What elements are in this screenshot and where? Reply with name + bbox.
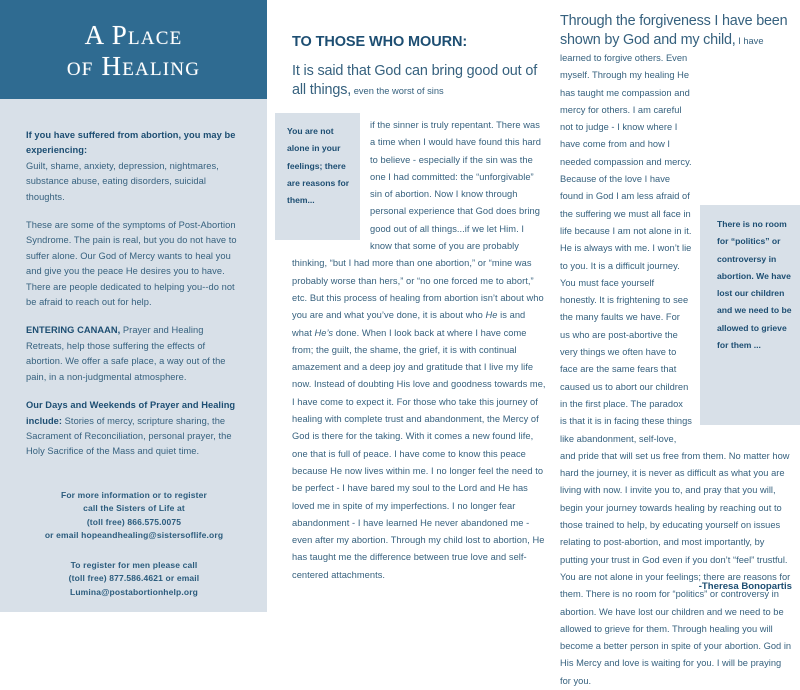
column2-body-part2: more than one abortion,” or “mine was probably worse than hers,” or “no one forced me to abort,” etc. But this process of healing from abortion isn’t about who you are and what you’ve done, it is about who: [292, 258, 544, 321]
column3-body-text: [560, 50, 792, 690]
column3-lead-in: [560, 12, 792, 50]
contact-women-block: [18, 489, 250, 542]
contact-women-line-1: For more information or to register: [61, 490, 207, 500]
column2-heading: TO THOSE WHO MOURN:: [292, 34, 468, 50]
left-sidebar-panel: [0, 0, 267, 612]
sidebar-heading: If you have suffered from abortion, you may be experiencing:: [26, 130, 236, 156]
pull-quote-left-text: You are not alone in your feelings; there are reasons for them...: [287, 126, 350, 206]
page-title: [0, 20, 267, 82]
days-weekends-text: Stories of mercy, scripture sharing, the Sacrament of Reconciliation, personal prayer, the Holy Sacrifice of the Mass and quiet time.: [26, 415, 232, 457]
page-title-line1: A Place: [84, 20, 183, 50]
sidebar-body-text: [26, 128, 240, 473]
column2-quote-wrap-spacer: [292, 117, 370, 241]
sidebar-symptoms-list: Guilt, shame, anxiety, depression, nightmares, substance abuse, eating disorders, suicidal thoughts.: [26, 160, 219, 202]
sidebar-symptoms-paragraph: [26, 128, 240, 205]
sidebar-paragraph-2: These are some of the symptoms of Post-Abortion Syndrome. The pain is real, but you do not have to suffer alone. Our God of Mercy wants to heal you and give you the peace He desires you to have. There are people dedicated to helping you--do not be afraid to reach out for help.: [26, 220, 237, 308]
entering-canaan-label: ENTERING CANAAN,: [26, 325, 121, 336]
column3-lead-small: I have: [735, 35, 764, 46]
sidebar-days-weekends-paragraph: [26, 398, 240, 460]
column3-quote-wrap-spacer: [692, 205, 792, 437]
contact-men-email: Lumina@postabortionhelp.org: [69, 586, 199, 597]
column2-body-italic1: He: [485, 310, 498, 321]
contact-women-email: or email hopeandhealing@sistersoflife.org: [44, 529, 224, 540]
column2-body-italic2: He’s: [314, 327, 334, 338]
column2-lead-in: [292, 62, 554, 100]
column2-body-text: [292, 117, 547, 584]
contact-women-line-2: call the Sisters of Life at: [83, 503, 185, 514]
contact-men-line-1: To register for men please call: [70, 560, 198, 571]
contact-men-phone: (toll free) 877.586.4621 or email: [68, 573, 200, 584]
page-title-line2: of Healing: [66, 51, 201, 81]
contact-women-phone: (toll free) 866.575.0075: [86, 516, 182, 527]
column3-body-copy: learned to forgive others. Even myself. Through my healing He has taught me compassion and mercy for others. I am careful not to judge - I know where I have come from and how I needed compassion and mercy. Because of the love I have found in God I am less afraid of the suffering we must all face in life because I am not alone in it. He is always with me. I won’t lie to you. It is a difficult journey. You must face yourself honestly. It is frightening to see the many faults we have. For us who are post-abortive the very things we often have to face are the same fears that caused us to abort our children in the first place. The paradox is that it is in facing these things like abandonment, self-love, and pride that will set us free from them. No matter how hard the journey, it is never as difficult as what you are living with now. I invite you to, and pray that you will, begin your journey towards healing by reaching out to those trained to help, by educating yourself on issues relating to post-abortion, and most importantly, by putting your trust in God even if you don’t “feel” trustful. You are not alone in your feelings; there are reasons for them. There is no room for “politics” or controversy in abortion. We have lost our children and we need to be allowed to grieve for them. Through healing you will become a better person in spite of your abortion. God in His Mercy and love is waiting for you. I will be praying for you.: [560, 53, 792, 686]
column3-lead-large: Through the forgiveness I have been shown by God and my child,: [560, 13, 788, 48]
column2-body-part4: done. When I look back at where I have come from; the guilt, the shame, the grief, it is with continual amazement and a deep joy and gratitude that I live my life now. Instead of doubting His love and goodness towards me, I have come to expect it. For those who take this journey of healing with complete trust and abandonment, the Mercy of God is there for the taking. With it comes a new found life, one that is full of peace. I have come to know this peace because He now lives within me. I no longer feel the need to be perfect - I have bared my soul to the Lord and He has loved me in spite of my imperfections. I no longer fear abandonment - I have learned He never abandoned me - even after my abortion. Through my child lost to abortion, He has taught me the difference between true love and self-centered attachments.: [292, 327, 546, 580]
sidebar-contact-block: [18, 489, 250, 616]
entering-canaan-text: Prayer and Healing Retreats, help those suffering the effects of abortion. We offer a safe place, a way out of the pain, in a non-judgmental atmosphere.: [26, 325, 226, 382]
column2-body-part3: is and what: [292, 310, 526, 338]
column2-body-part1: if the sinner is truly repentant. There was a time when I would have found this hard to believe - especially if the sin was the one I had committed: the “unforgivable” sin of abortion. Now I know through personal experience that God does bring good out of all things...if we let Him. I know that some of you are probably thinking, “but I had: [292, 120, 541, 269]
days-weekends-label: Our Days and Weekends of Prayer and Healing include:: [26, 400, 236, 426]
contact-men-block: [18, 559, 250, 599]
column2-lead-large: It is said that God can bring good out of all things,: [292, 63, 538, 98]
pull-quote-right-text: There is no room for “politics” or controversy in abortion. We have lost our children and we need to be allowed to grieve for them ...: [717, 219, 792, 351]
author-signature: -Theresa Bonopartis: [698, 581, 792, 592]
sidebar-entering-canaan-paragraph: [26, 323, 240, 385]
column2-lead-small: even the worst of sins: [351, 85, 444, 96]
title-banner: [0, 0, 267, 99]
